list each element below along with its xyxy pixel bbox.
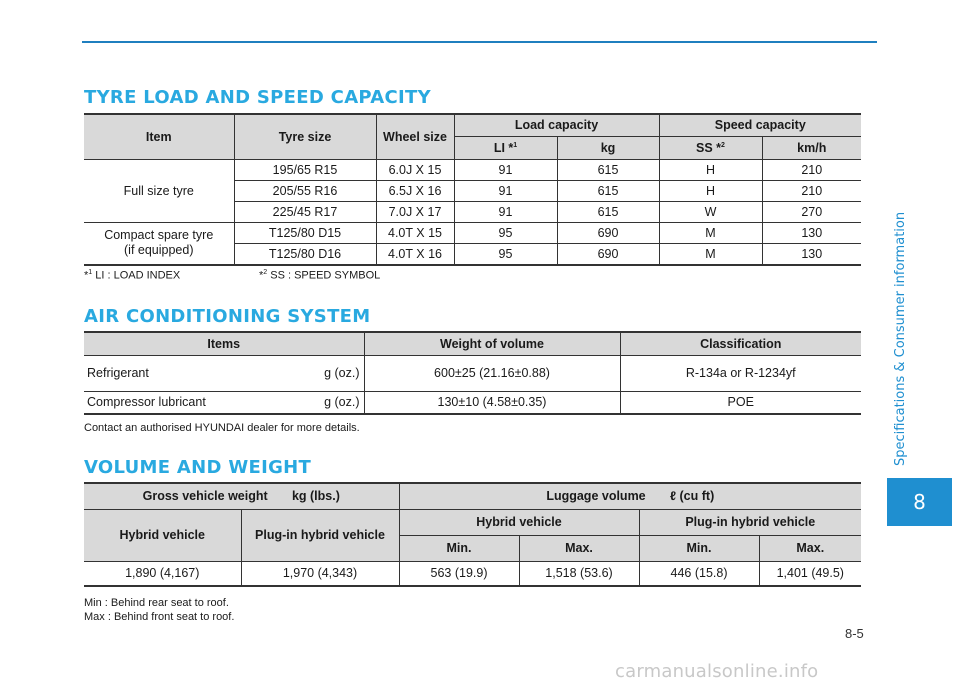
refrigerant-unit: g (oz.) — [324, 366, 360, 380]
kg-cell: 690 — [557, 243, 659, 265]
tyre-size-cell: 205/55 R16 — [234, 180, 376, 201]
table-row — [84, 222, 861, 243]
volume-table — [84, 482, 861, 587]
wheel-size-cell: 4.0T X 16 — [376, 243, 454, 265]
if-equipped-label: (if equipped) — [124, 243, 194, 258]
wheel-size-cell: 4.0T X 15 — [376, 222, 454, 243]
page-number: 8-5 — [845, 626, 864, 641]
header-min-hybrid: Min. — [399, 535, 519, 561]
header-hybrid-luggage: Hybrid vehicle — [399, 509, 639, 535]
aircon-table — [84, 331, 861, 415]
header-kmh: km/h — [762, 136, 861, 159]
kmh-cell: 270 — [762, 201, 861, 222]
plugin-weight-cell: 1,970 (4,343) — [241, 561, 399, 586]
lubricant-unit: g (oz.) — [324, 395, 360, 410]
lubricant-weight: 130±10 (4.58±0.35) — [364, 391, 620, 414]
header-tyre-size: Tyre size — [234, 114, 376, 159]
header-gross-weight: Gross vehicle weight kg (lbs.) — [84, 483, 399, 509]
tyre-section-title: TYRE LOAD AND SPEED CAPACITY — [84, 87, 431, 108]
ss-cell: W — [659, 201, 762, 222]
kg-cell: 615 — [557, 201, 659, 222]
wheel-size-cell: 7.0J X 17 — [376, 201, 454, 222]
table-row — [84, 391, 861, 414]
header-ss: SS *$^2$ — [659, 136, 762, 159]
aircon-section-title: AIR CONDITIONING SYSTEM — [84, 306, 371, 327]
kmh-cell: 210 — [762, 180, 861, 201]
header-weight-of-volume: Weight of volume — [364, 332, 620, 355]
header-li: LI *$^1$ — [454, 136, 557, 159]
table-row — [84, 159, 861, 180]
ss-cell: M — [659, 243, 762, 265]
ss-cell: H — [659, 159, 762, 180]
li-cell: 91 — [454, 201, 557, 222]
footnote-ss: *$^2$ SS : SPEED SYMBOL — [259, 269, 381, 282]
tyre-size-cell: T125/80 D15 — [234, 222, 376, 243]
tyre-size-cell: 195/65 R15 — [234, 159, 376, 180]
top-rule — [82, 41, 877, 43]
li-cell: 95 — [454, 222, 557, 243]
ss-cell: H — [659, 180, 762, 201]
compact-spare-label: Compact spare tyre — [104, 228, 214, 243]
li-cell: 95 — [454, 243, 557, 265]
chapter-tab: 8 — [887, 478, 952, 526]
footnote-li: *$^1$ LI : LOAD INDEX — [84, 269, 181, 282]
ss-cell: M — [659, 222, 762, 243]
header-speed-capacity: Speed capacity — [659, 114, 861, 136]
header-min-plugin: Min. — [639, 535, 759, 561]
item-compact-spare-tyre — [84, 222, 234, 265]
hybrid-weight-cell: 1,890 (4,167) — [84, 561, 241, 586]
header-wheel-size: Wheel size — [376, 114, 454, 159]
header-classification: Classification — [620, 332, 861, 355]
refrigerant-weight: 600±25 (21.16±0.88) — [364, 355, 620, 391]
refrigerant-item — [84, 355, 364, 391]
lubricant-label: Compressor lubricant — [87, 395, 206, 410]
tyre-size-cell: T125/80 D16 — [234, 243, 376, 265]
wheel-size-cell: 6.5J X 16 — [376, 180, 454, 201]
header-hybrid-weight: Hybrid vehicle — [84, 509, 241, 561]
volume-note-min: Min : Behind rear seat to roof. — [84, 597, 229, 609]
li-cell: 91 — [454, 180, 557, 201]
volume-note-max: Max : Behind front seat to roof. — [84, 611, 235, 623]
table-row — [84, 355, 861, 391]
watermark: carmanualsonline.info — [615, 661, 819, 682]
hybrid-min-cell: 563 (19.9) — [399, 561, 519, 586]
kmh-cell: 130 — [762, 243, 861, 265]
header-kg: kg — [557, 136, 659, 159]
header-item: Item — [84, 114, 234, 159]
refrigerant-label: Refrigerant — [87, 366, 149, 380]
lubricant-item — [84, 391, 364, 414]
kg-cell: 615 — [557, 159, 659, 180]
chapter-side-label: Specifications & Consumer information — [893, 211, 908, 466]
lubricant-class: POE — [620, 391, 861, 414]
header-luggage-volume: Luggage volume ℓ (cu ft) — [399, 483, 861, 509]
tyre-size-cell: 225/45 R17 — [234, 201, 376, 222]
item-full-size-tyre: Full size tyre — [84, 159, 234, 222]
kg-cell: 615 — [557, 180, 659, 201]
li-cell: 91 — [454, 159, 557, 180]
header-plugin-weight: Plug-in hybrid vehicle — [241, 509, 399, 561]
hybrid-max-cell: 1,518 (53.6) — [519, 561, 639, 586]
wheel-size-cell: 6.0J X 15 — [376, 159, 454, 180]
kmh-cell: 210 — [762, 159, 861, 180]
header-max-plugin: Max. — [759, 535, 861, 561]
table-row — [84, 561, 861, 586]
plugin-min-cell: 446 (15.8) — [639, 561, 759, 586]
header-items: Items — [84, 332, 364, 355]
kg-cell: 690 — [557, 222, 659, 243]
aircon-note: Contact an authorised HYUNDAI dealer for more details. — [84, 422, 360, 434]
kmh-cell: 130 — [762, 222, 861, 243]
header-plugin-luggage: Plug-in hybrid vehicle — [639, 509, 861, 535]
header-load-capacity: Load capacity — [454, 114, 659, 136]
plugin-max-cell: 1,401 (49.5) — [759, 561, 861, 586]
volume-section-title: VOLUME AND WEIGHT — [84, 457, 312, 478]
header-max-hybrid: Max. — [519, 535, 639, 561]
refrigerant-class: R-134a or R-1234yf — [620, 355, 861, 391]
tyre-table — [84, 113, 861, 266]
